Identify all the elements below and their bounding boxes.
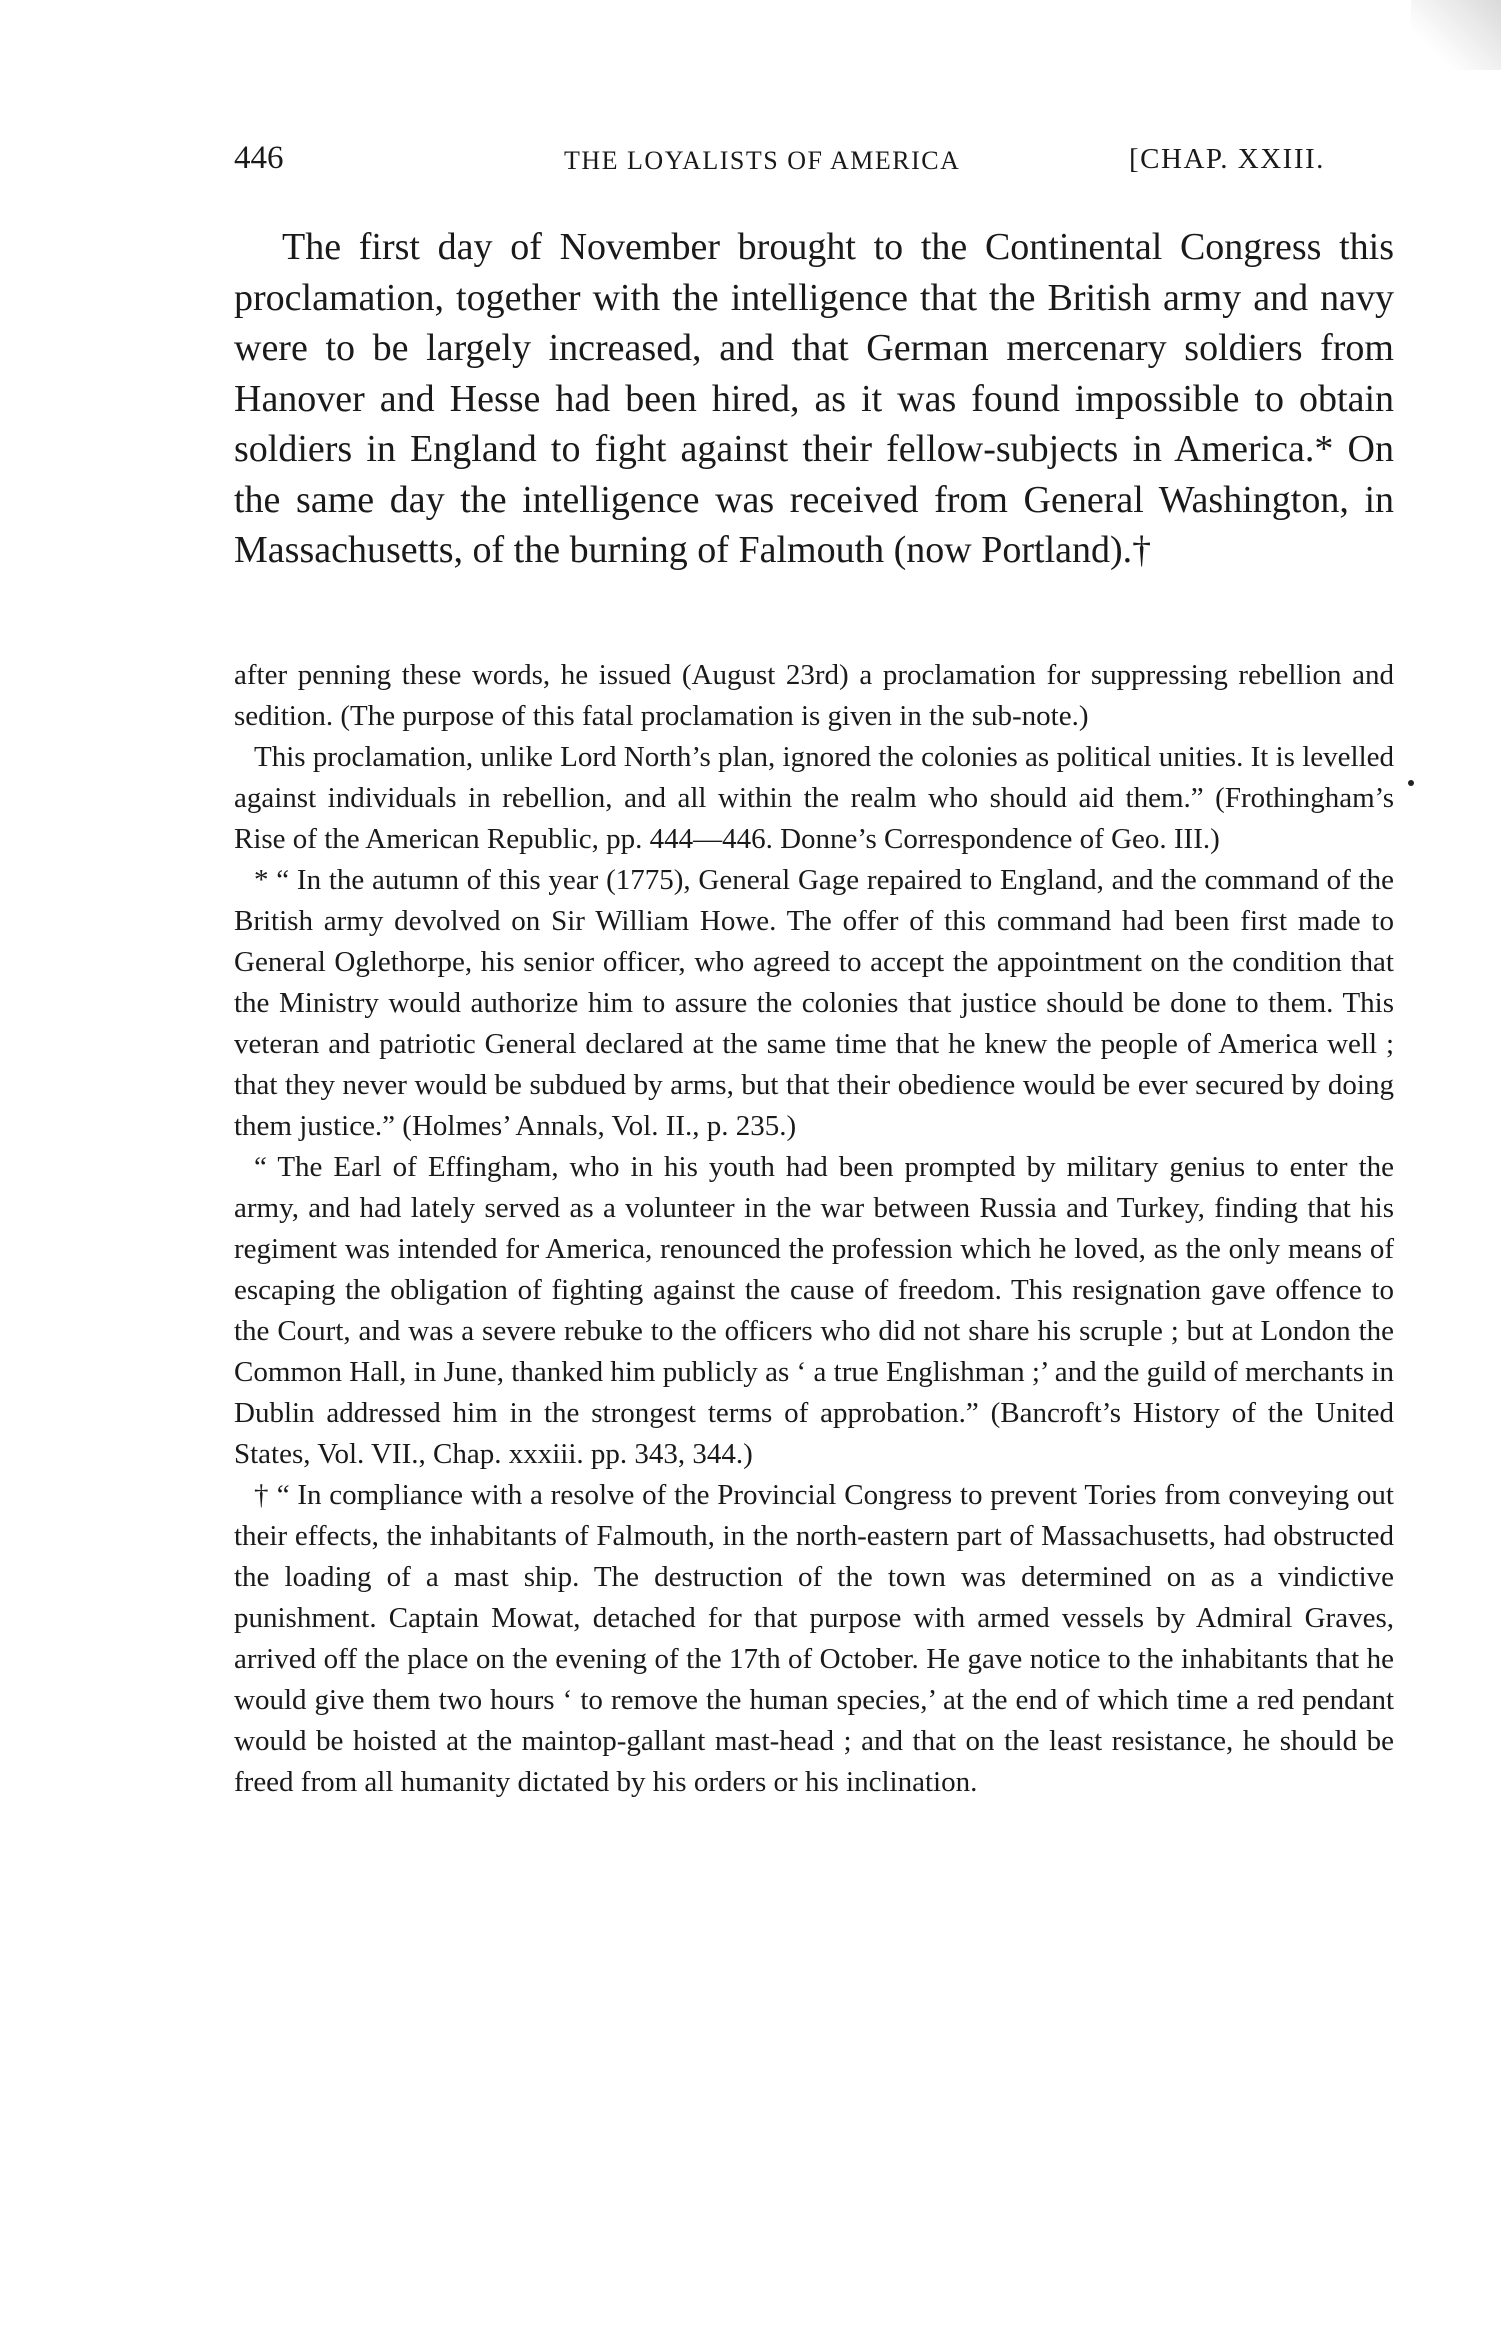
scan-speck <box>1408 780 1414 786</box>
footnote-star-gage: * “ In the autumn of this year (1775), General Gage repaired to England, and the command of the British army devolved on Sir William Howe. The offer of this command had been first made to General Oglethorpe, his senior officer, who agreed to accept the appointment on the condition that the Ministry would authorize him to assure the colonies that justice should be done to them. This veteran and patriotic General declared at the same time that he knew the people of America well ; that they never would be subdued by arms, but that their obedience would be ever secured by doing them justice.” (Holmes’ Annals, Vol. II., p. 235.) <box>234 864 1394 1142</box>
main-body-text <box>234 222 1394 576</box>
page-number: 446 <box>234 140 284 176</box>
footnote-star-effingham: “ The Earl of Effingham, who in his youth had been prompted by military genius to enter the army, and had lately served as a volunteer in the war between Russia and Turkey, finding that his regiment was intended for America, renounced the profession which he loved, as the only means of escaping the obligation of fighting against the cause of freedom. This resignation gave offence to the Court, and was a severe rebuke to the officers who did not share his scruple ; but at London the Common Hall, in June, thanked him publicly as ‘ a true Englishman ;’ and the guild of merchants in Dublin addressed him in the strongest terms of approbation.” (Bancroft’s History of the United States, Vol. VII., Chap. xxxiii. pp. 343, 344.) <box>234 1151 1394 1470</box>
chapter-label: [CHAP. XXIII. <box>1129 143 1325 175</box>
footnotes <box>234 655 1394 1803</box>
running-header <box>234 140 1394 190</box>
footnote-sub-note: This proclamation, unlike Lord North’s plan, ignored the colonies as political unities. It is levelled against individuals in rebellion, and all within the realm who should aid them.” (Frothingham’s Rise of the American Republic, pp. 444—446. Donne’s Correspondence of Geo. III.) <box>234 741 1394 855</box>
footnote-continuation: after penning these words, he issued (August 23rd) a proclamation for suppressing rebellion and sedition. (The purpose of this fatal proclamation is given in the sub-note.) <box>234 659 1394 732</box>
body-paragraph: The first day of November brought to the Continental Congress this proclamation, together with the intelligence that the British army and navy were to be largely increased, and that German mercenary soldiers from Hanover and Hesse had been hired, as it was found impossible to obtain soldiers in England to fight against their fellow-subjects in America.* On the same day the intelligence was received from General Washington, in Massachusetts, of the burning of Falmouth (now Portland).† <box>234 226 1394 571</box>
scan-corner-shadow <box>1411 0 1501 70</box>
running-title: THE LOYALISTS OF AMERICA <box>564 146 961 175</box>
footnote-dagger-falmouth: † “ In compliance with a resolve of the Provincial Congress to prevent Tories from conveying out their effects, the inhabitants of Falmouth, in the north-eastern part of Massachusetts, had obstructed the loading of a mast ship. The destruction of the town was determined on as a vindictive punishment. Captain Mowat, detached for that purpose with armed vessels by Admiral Graves, arrived off the place on the evening of the 17th of October. He gave notice to the inhabitants that he would give them two hours ‘ to remove the human species,’ at the end of which time a red pendant would be hoisted at the maintop-gallant mast-head ; and that on the least resistance, he should be freed from all humanity dictated by his orders or his inclination. <box>234 1479 1394 1798</box>
